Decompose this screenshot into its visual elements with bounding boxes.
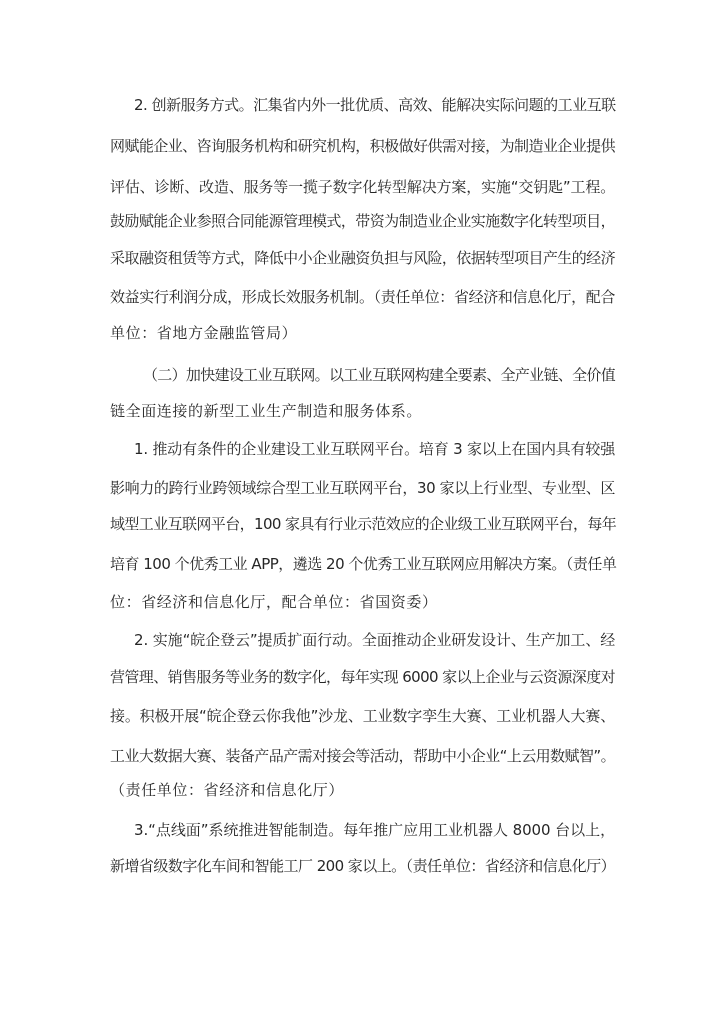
paragraph-line: 链全面连接的新型工业生产制造和服务体系。 (110, 402, 423, 420)
paragraph-line: 位：省经济和信息化厅，配合单位：省国资委） (110, 593, 438, 611)
section-heading-line: （二）加快建设工业互联网。以工业互联网构建全要素、全产业链、全价值 (143, 366, 615, 384)
paragraph-line: 网赋能企业、咨询服务机构和研究机构，积极做好供需对接，为制造业企业提供 (110, 137, 615, 155)
paragraph-line: 1. 推动有条件的企业建设工业互联网平台。培育 3 家以上在国内具有较强 (134, 440, 615, 458)
paragraph-line: 效益实行利润分成，形成长效服务机制。（责任单位：省经济和信息化厅，配合 (110, 288, 615, 306)
paragraph-line: 新增省级数字化车间和智能工厂 200 家以上。（责任单位：省经济和信息化厅） (110, 857, 615, 875)
paragraph-line: 接。积极开展“皖企登云你我他”沙龙、工业数字孪生大赛、工业机器人大赛、 (110, 707, 615, 725)
paragraph-line: 2. 实施“皖企登云”提质扩面行动。全面推动企业研发设计、生产加工、经 (134, 631, 616, 649)
paragraph-line: （责任单位：省经济和信息化厅） (110, 781, 345, 799)
paragraph-line: 评估、诊断、改造、服务等一揽子数字化转型解决方案，实施“交钥匙”工程。 (110, 178, 615, 196)
paragraph-line: 2. 创新服务方式。汇集省内外一批优质、高效、能解决实际问题的工业互联 (134, 96, 616, 114)
paragraph-line: 营管理、销售服务等业务的数字化，每年实现 6000 家以上企业与云资源深度对 (110, 668, 615, 686)
paragraph-line: 鼓励赋能企业参照合同能源管理模式，带资为制造业企业实施数字化转型项目， (110, 212, 615, 230)
paragraph-line: 培育 100 个优秀工业 APP，遴选 20 个优秀工业互联网应用解决方案。（责任单 (110, 555, 617, 573)
paragraph-line: 3.“点线面”系统推进智能制造。每年推广应用工业机器人 8000 台以上， (134, 821, 615, 839)
paragraph-line: 工业大数据大赛、装备产品产需对接会等活动，帮助中小企业“上云用数赋智”。 (110, 747, 615, 765)
paragraph-line: 采取融资租赁等方式，降低中小企业融资负担与风险，依据转型项目产生的经济 (110, 249, 615, 267)
paragraph-line: 影响力的跨行业跨领域综合型工业互联网平台，30 家以上行业型、专业型、区 (110, 479, 615, 497)
paragraph-line: 域型工业互联网平台，100 家具有行业示范效应的企业级工业互联网平台，每年 (110, 515, 617, 533)
paragraph-line: 单位：省地方金融监管局） (110, 324, 298, 342)
